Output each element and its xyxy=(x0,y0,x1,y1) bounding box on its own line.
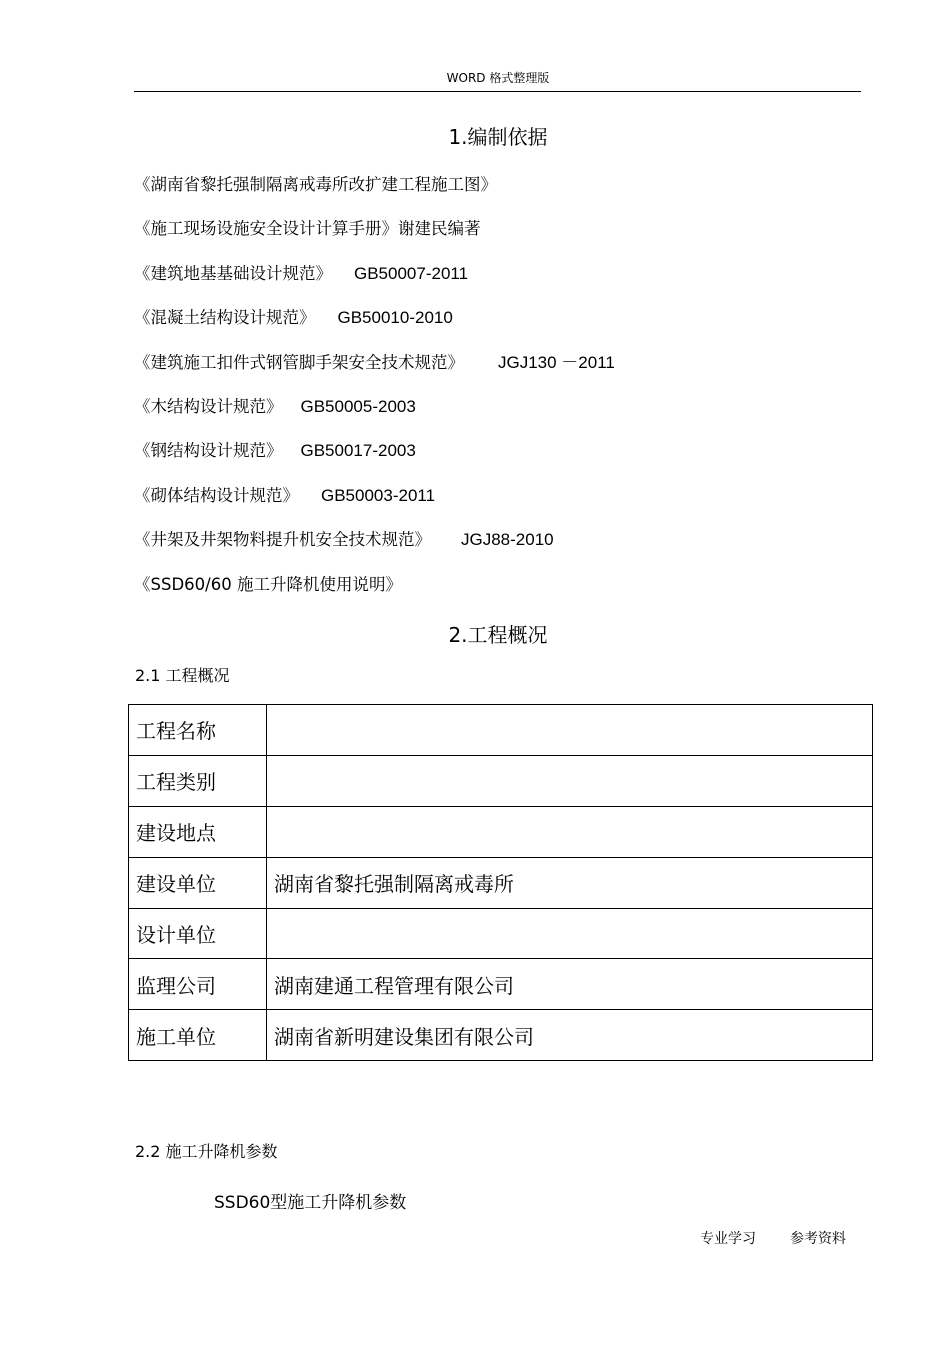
table-row xyxy=(129,755,873,806)
reference-name: 《钢结构设计规范》 xyxy=(134,441,283,461)
page-header: WORD 格式整理版 xyxy=(446,71,550,85)
reference-code: GB50017-2003 xyxy=(300,441,416,461)
reference-code: JGJ130 －2011 xyxy=(498,352,615,372)
row-label: 建设地点 xyxy=(129,806,267,857)
reference-item xyxy=(134,573,615,617)
row-value: 湖南省黎托强制隔离戒毒所 xyxy=(267,857,873,908)
row-label: 工程名称 xyxy=(129,705,267,756)
row-label: 工程类别 xyxy=(129,755,267,806)
reference-item xyxy=(134,351,615,395)
row-value: 湖南省新明建设集团有限公司 xyxy=(267,1010,873,1061)
row-value: 湖南建通工程管理有限公司 xyxy=(267,959,873,1010)
row-label: 建设单位 xyxy=(129,857,267,908)
row-value xyxy=(267,806,873,857)
footer-left-text: 专业学习 xyxy=(700,1231,756,1247)
reference-name: 《施工现场设施安全设计计算手册》谢建民编著 xyxy=(134,219,481,239)
table-row xyxy=(129,908,873,959)
hoist-params-caption: SSD60型施工升降机参数 xyxy=(214,1193,407,1213)
reference-code: JGJ88-2010 xyxy=(461,530,554,550)
reference-item xyxy=(134,262,615,306)
reference-name: 《湖南省黎托强制隔离戒毒所改扩建工程施工图》 xyxy=(134,175,497,194)
reference-name: 《建筑地基基础设计规范》 xyxy=(134,263,332,283)
reference-item xyxy=(134,217,615,261)
footer-right-text: 参考资料 xyxy=(790,1231,846,1247)
section-title-overview: 2.工程概况 xyxy=(448,623,548,647)
subheading-overview: 2.1 工程概况 xyxy=(135,666,230,685)
row-value xyxy=(267,755,873,806)
table-row xyxy=(129,959,873,1010)
reference-code: GB50003-2011 xyxy=(321,485,436,505)
row-value xyxy=(267,908,873,959)
reference-name: 《木结构设计规范》 xyxy=(134,396,283,416)
row-label: 施工单位 xyxy=(129,1010,267,1061)
section-title-basis: 1.编制依据 xyxy=(448,125,548,149)
table-row xyxy=(129,806,873,857)
row-label: 设计单位 xyxy=(129,908,267,959)
table-row xyxy=(129,1010,873,1061)
reference-name: 《建筑施工扣件式钢管脚手架安全技术规范》 xyxy=(134,352,464,372)
subheading-hoist-params: 2.2 施工升降机参数 xyxy=(135,1142,278,1161)
reference-item xyxy=(134,439,615,483)
reference-name: 《混凝土结构设计规范》 xyxy=(134,308,316,328)
table-row xyxy=(129,705,873,756)
reference-item xyxy=(134,528,615,572)
table-row xyxy=(129,857,873,908)
reference-name: 《砌体结构设计规范》 xyxy=(134,485,299,505)
reference-item xyxy=(134,484,615,528)
reference-item xyxy=(134,173,615,217)
row-value xyxy=(267,705,873,756)
project-overview-table xyxy=(128,704,873,1061)
reference-code: GB50005-2003 xyxy=(300,396,416,416)
header-divider xyxy=(134,91,861,92)
reference-item xyxy=(134,395,615,439)
reference-list xyxy=(134,173,615,617)
reference-code: GB50010-2010 xyxy=(337,308,453,328)
reference-name: 《SSD60/60 施工升降机使用说明》 xyxy=(134,574,402,594)
reference-item xyxy=(134,306,615,350)
page-footer xyxy=(700,1230,846,1248)
reference-code: GB50007-2011 xyxy=(354,263,469,283)
row-label: 监理公司 xyxy=(129,959,267,1010)
reference-name: 《井架及井架物料提升机安全技术规范》 xyxy=(134,530,431,550)
